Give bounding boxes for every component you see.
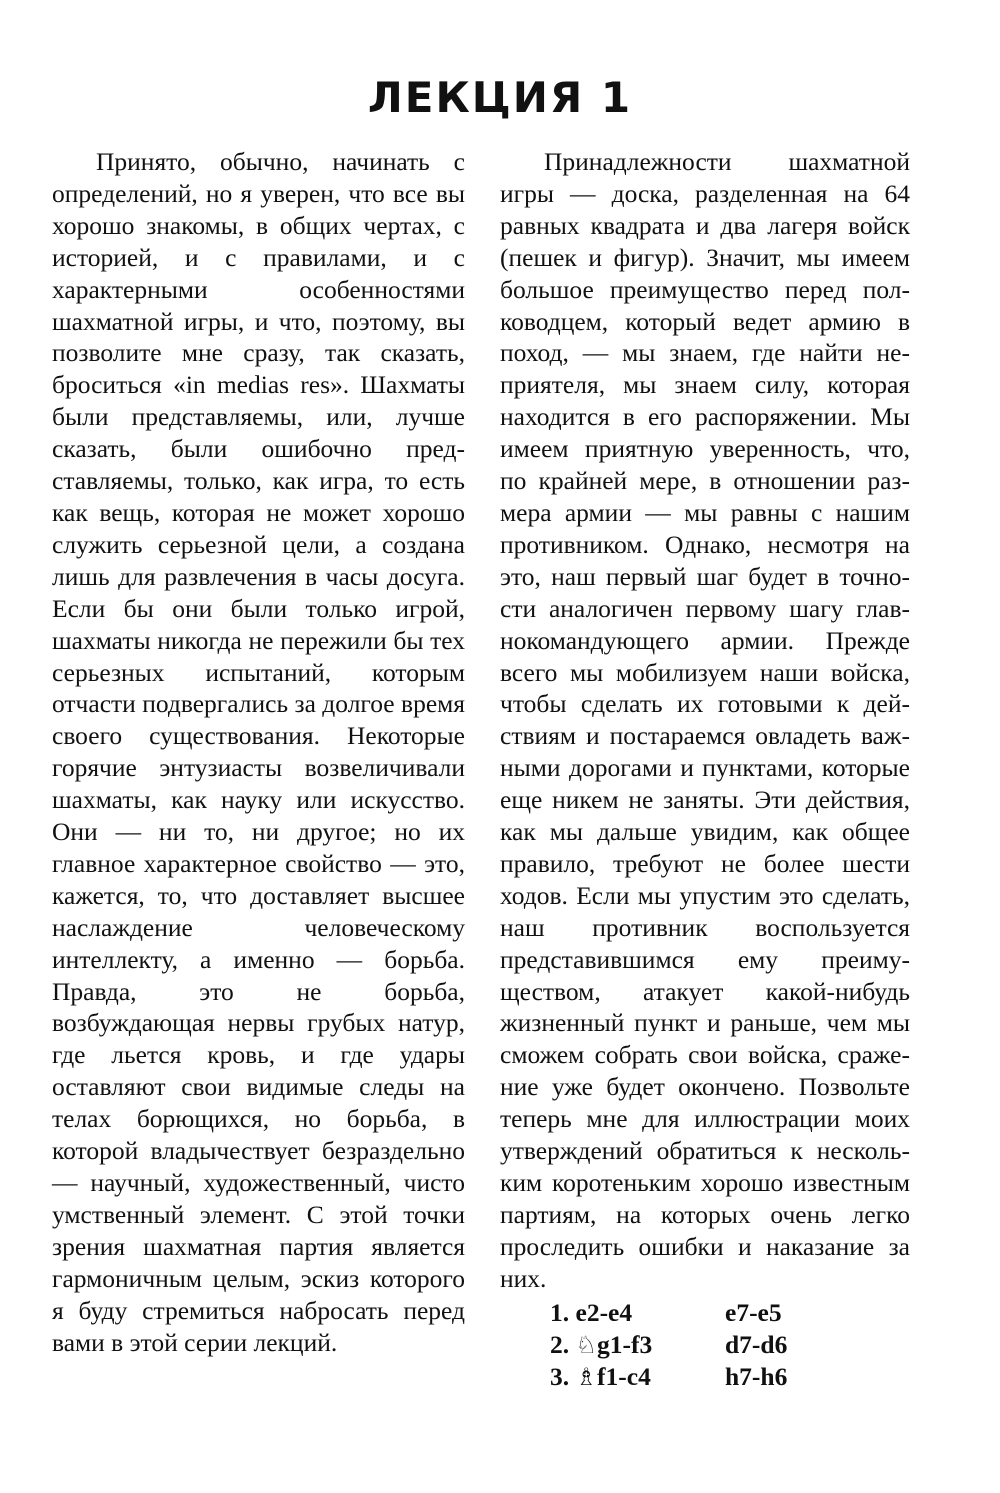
left-paragraph: Принято, обычно, начинать с определений, но я уверен, что все вы хорошо знакомы, в общих чертах, с историей, и с правилами, и с характерными особенностями шахматной игры, и что, поэтому, вы позволите мне сразу, так сказать, броситься «in medias res». Шахматы были представляемы, или, лучше сказать, были ошибочно представляемы, только, как игра, то есть как вещь, которая не может хорошо служить серьезной цели, а создана лишь для развлечения в часы досуга. Если бы они были только игрой, шахматы никогда не пережили бы тех серьезных испытаний, которым отчасти подвергались за долгое время своего существования. Некоторые горячие энтузиасты возвеличивали шахматы, как науку или искусство. Они — ни то, ни другое; но их главное характерное свойство — это, кажется, то, что доставляет высшее наслаждение человеческому интеллекту, а именно — борьба. Правда, это не борьба, возбуждающая нервы грубых натур, где льется кровь, и где удары оставляют свои видимые следы на телах борющихся, но борьба, в которой владычествует безраздельно — научный, художественный, чисто умственный элемент. С этой точки зрения шахматная партия является гармоничным целым, эскиз которого я буду стремиться набросать перед вами в этой серии лекций. xyxy=(52,147,465,1357)
white-move-text: f1-c4 xyxy=(597,1362,651,1392)
move-row xyxy=(550,1329,910,1362)
move-row xyxy=(550,1297,910,1329)
right-column xyxy=(500,146,910,1394)
black-move: d7-d6 xyxy=(725,1329,788,1359)
white-move xyxy=(550,1361,725,1394)
bishop-icon: ♗ xyxy=(575,1363,598,1392)
move-row xyxy=(550,1361,910,1394)
black-move: e7-e5 xyxy=(725,1297,782,1327)
move-list xyxy=(500,1297,910,1395)
move-number: 1. xyxy=(550,1297,570,1327)
white-move xyxy=(550,1297,725,1329)
move-number: 3. xyxy=(550,1362,570,1392)
white-move xyxy=(550,1329,725,1362)
white-move-text: g1-f3 xyxy=(597,1329,653,1359)
left-column xyxy=(52,146,465,1358)
page-title: ЛЕКЦИЯ 1 xyxy=(367,73,633,122)
knight-icon: ♘ xyxy=(575,1330,598,1359)
right-paragraph: Принадлежности шахматной игры — доска, разделенная на 64 равных квадрата и два лагеря войск (пешек и фигур). Значит, мы имеем большое преимущество перед полководцем, который ведет армию в поход, — мы знаем, где найти неприятеля, мы знаем силу, которая находится в его распоряжении. Мы имеем приятную уверенность, что, по крайней мере, в отношении размера армии — мы равны с нашим противником. Однако, несмотря на это, наш первый шаг будет в точности аналогичен первому шагу главнокомандующего армии. Прежде всего мы мобилизуем наши войска, чтобы сделать их готовыми к действиям и постараемся овладеть важными дорогами и пунктами, которые еще никем не заняты. Эти действия, как мы дальше увидим, как общее правило, требуют не более шести ходов. Если мы упустим это сделать, наш противник воспользуется представившимся ему преимуществом, атакует какой-нибудь жизненный пункт и раньше, чем мы сможем собрать свои войска, сражение уже будет окончено. Позвольте теперь мне для иллюстрации моих утверждений обратиться к нескольким коротеньким хорошо известным партиям, на которых очень легко проследить ошибки и наказание за них. xyxy=(500,147,910,1293)
black-move: h7-h6 xyxy=(725,1362,788,1392)
white-move-text: e2-e4 xyxy=(575,1297,633,1327)
move-number: 2. xyxy=(550,1329,570,1359)
